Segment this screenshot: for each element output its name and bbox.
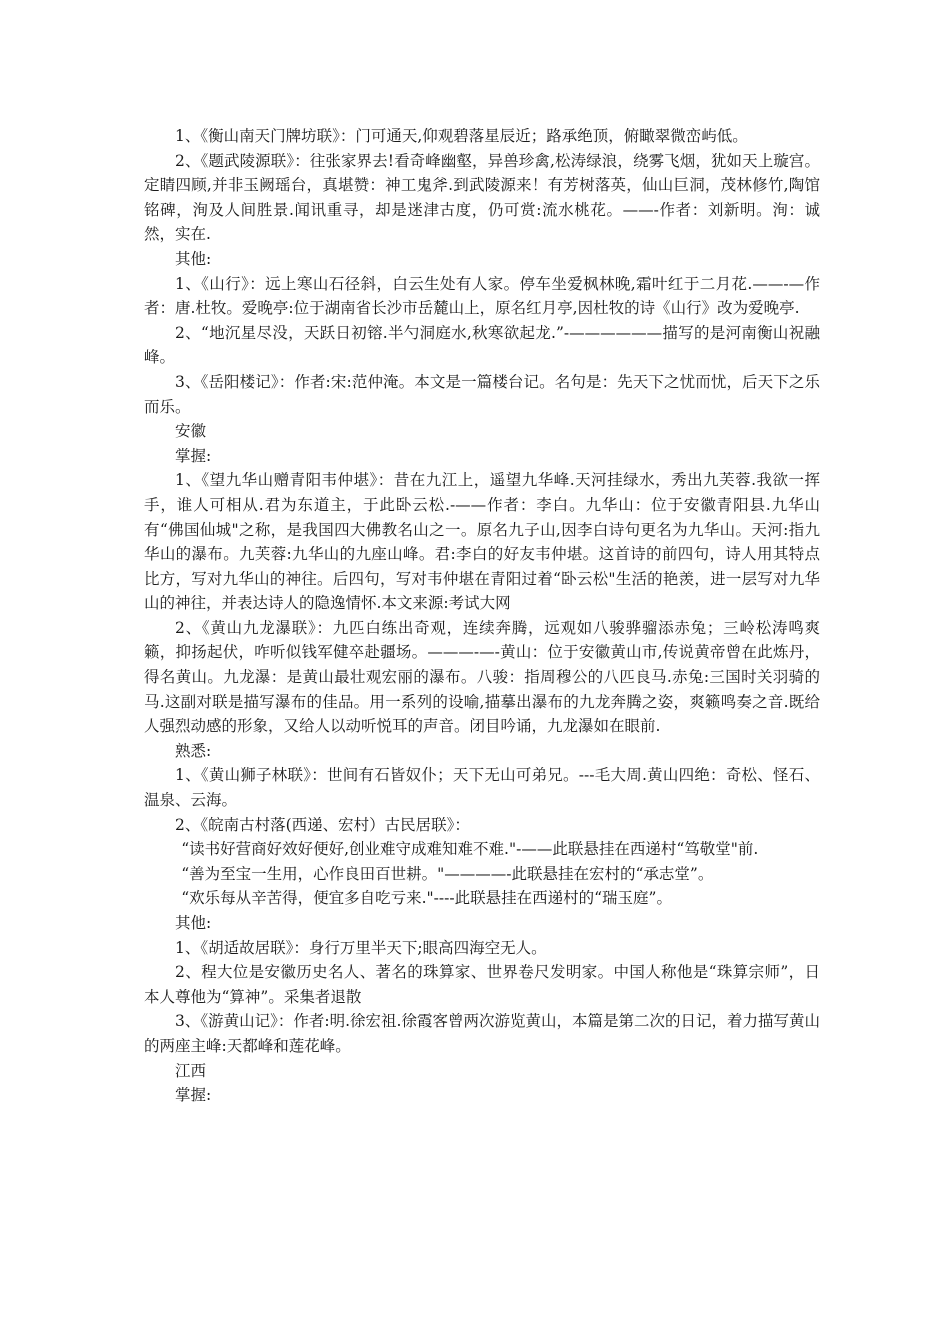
paragraph: 掌握: [175,446,212,465]
paragraph: “读书好营商好效好便好,创业难守成难知难不难."-——此联悬挂在西递村“笃敬堂"前. [181,840,759,859]
paragraph: 安徽 [175,422,207,441]
paragraph: 3、《岳阳楼记》：作者:宋:范仲淹。本文是一篇楼台记。名句是：先天下之忧而忧，后天下之乐而乐。 [144,372,820,416]
paragraph: 2、《题武陵源联》：往张家界去!看奇峰幽壑，异兽珍禽,松涛绿浪，绕雾飞烟，犹如天上璇宫。定睛四顾,并非玉阙瑶台，真堪赞：神工鬼斧.到武陵源来！有芳树落英，仙山巨洞，茂林修竹,陶馆铭碑，洵及人间胜景.闻讯重寻，却是迷津古度，仍可赏:流水桃花。——-作者：刘新明。洵：诚然，实在. [144,151,820,244]
paragraph: 其他: [175,914,212,932]
paragraph: 1、《山行》：远上寒山石径斜，白云生处有人家。停车坐爱枫林晚,霜叶红于二月花.——-—作者：唐.杜牧。爱晚亭:位于湖南省长沙市岳麓山上，原名红月亭,因杜牧的诗《山行》改为爱晚亭. [144,274,820,318]
paragraph: 2、《黄山九龙瀑联》：九匹白练出奇观，连续奔腾，远观如八骏骅骝添赤兔；三岭松涛鸣爽籁，抑扬起伏，咋听似钱军健卒赴疆场。———-—-黄山：位于安徽黄山市,传说黄帝曾在此炼丹，得名黄山。九龙瀑：是黄山最壮观宏丽的瀑布。八骏：指周穆公的八匹良马.赤兔:三国时关羽骑的马.这副对联是描写瀑布的佳品。用一系列的设喻,描摹出瀑布的九龙奔腾之姿，爽籁鸣奏之音.既给人强烈动感的形象，又给人以动听悦耳的声音。闭目吟诵，九龙瀑如在眼前. [144,618,820,736]
paragraph: 掌握: [175,1086,212,1105]
paragraph: 2、程大位是安徽历史名人、著名的珠算家、世界卷尺发明家。中国人称他是“珠算宗师”，日本人尊他为“算神”。采集者退散 [144,963,820,1006]
paragraph: “善为至宝一生用，心作良田百世耕。"————-此联悬挂在宏村的“承志堂”。 [181,864,714,883]
paragraph: 2、“地沉星尽没，天跃日初镕.半勺洞庭水,秋寒欲起龙.”-——————描写的是河南衡山祝融峰。 [144,323,820,367]
paragraph: 1、《胡适故居联》：身行万里半天下;眼高四海空无人。 [175,938,547,957]
paragraph: 1、《衡山南天门牌坊联》：门可通天,仰观碧落星辰近；路承绝顶，俯瞰翠微峦屿低。 [175,127,748,145]
document-body [144,124,820,1108]
paragraph: 江西 [175,1061,207,1080]
paragraph: 其他: [175,249,212,268]
paragraph: “欢乐每从辛苦得，便宜多自吃亏来."----此联悬挂在西递村的“瑞玉庭”。 [181,889,672,908]
paragraph: 熟悉: [175,741,212,760]
paragraph: 3、《游黄山记》：作者:明.徐宏祖.徐霞客曾两次游览黄山，本篇是第二次的日记，着力描写黄山的两座主峰:天都峰和莲花峰。 [144,1012,820,1055]
paragraph: 2、《皖南古村落(西递、宏村）古民居联》： [175,815,470,834]
paragraph: 1、《望九华山赠青阳韦仲堪》：昔在九江上，遥望九华峰.天河挂绿水，秀出九芙蓉.我欲一挥手，谁人可相从.君为东道主，于此卧云松.-——作者：李白。九华山：位于安徽青阳县.九华山有“佛国仙城"之称，是我国四大佛教名山之一。原名九子山,因李白诗句更名为九华山。天河:指九华山的瀑布。九芙蓉:九华山的九座山峰。君:李白的好友韦仲堪。这首诗的前四句，诗人用其特点比方，写对九华山的神往。后四句，写对韦仲堪在青阳过着“卧云松"生活的艳羡，进一层写对九华山的神往，并表达诗人的隐逸情怀.本文来源:考试大网 [144,471,820,613]
paragraph: 1、《黄山狮子林联》：世间有石皆奴仆；天下无山可弟兄。---毛大周.黄山四绝：奇松、怪石、温泉、云海。 [144,766,820,810]
